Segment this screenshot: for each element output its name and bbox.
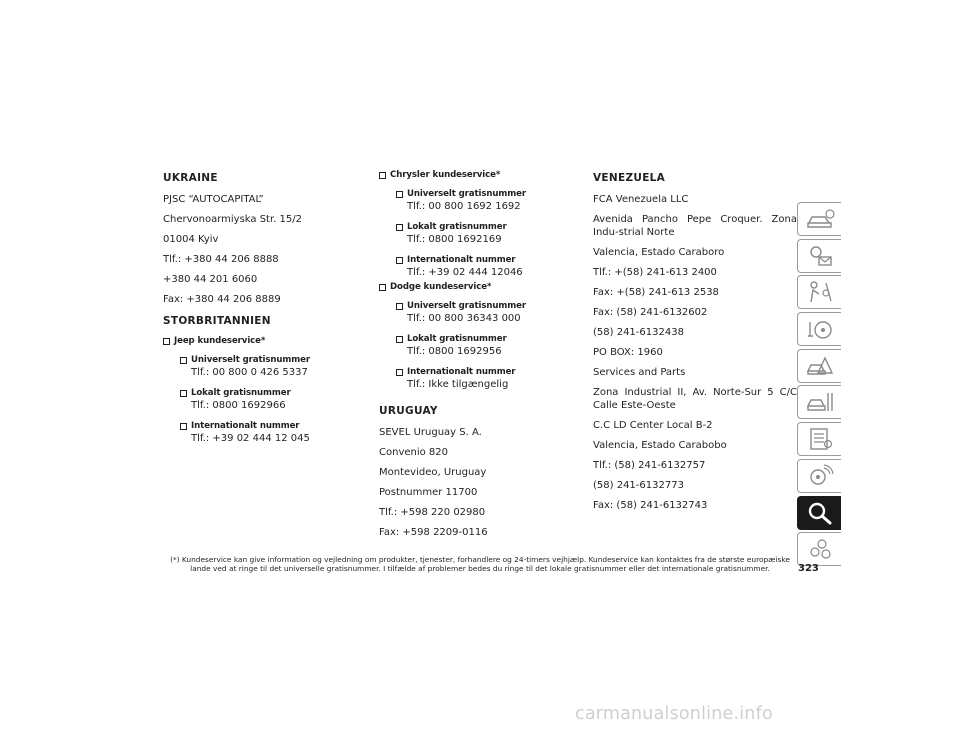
venezuela-line: (58) 241-6132773 bbox=[593, 480, 684, 491]
safety-icon bbox=[805, 279, 835, 305]
venezuela-line: Fax: (58) 241-6132743 bbox=[593, 500, 708, 511]
contact-label: Internationalt nummer bbox=[407, 367, 516, 377]
contact-item bbox=[396, 301, 554, 325]
uruguay-line: Montevideo, Uruguay bbox=[379, 467, 487, 478]
venezuela-line: Valencia, Estado Caraboro bbox=[593, 247, 725, 258]
contact-label: Internationalt nummer bbox=[191, 421, 300, 431]
venezuela-line: Tlf.: (58) 241-6132757 bbox=[593, 460, 706, 471]
contact-value: Tlf.: 00 800 36343 000 bbox=[407, 313, 521, 324]
contact-value: Tlf.: 0800 1692169 bbox=[407, 234, 502, 245]
venezuela-line: Fax: +(58) 241-613 2538 bbox=[593, 287, 719, 298]
venezuela-line: Valencia, Estado Carabobo bbox=[593, 440, 727, 451]
contact-label: Internationalt nummer bbox=[407, 255, 516, 265]
contact-item bbox=[396, 334, 554, 358]
jeep-service-title: Jeep kundeservice* bbox=[174, 336, 266, 346]
car-info-icon bbox=[805, 206, 835, 232]
dodge-service-title: Dodge kundeservice* bbox=[390, 282, 492, 292]
languages-icon bbox=[805, 536, 835, 562]
page-number: 323 bbox=[798, 563, 819, 574]
watermark: carmanualsonline.info bbox=[575, 704, 773, 724]
contact-value: Tlf.: +39 02 444 12046 bbox=[407, 267, 523, 278]
venezuela-line: C.C LD Center Local B-2 bbox=[593, 420, 713, 431]
emergency-icon bbox=[805, 353, 835, 379]
heading-ukraine: UKRAINE bbox=[163, 172, 218, 184]
heading-uruguay: URUGUAY bbox=[379, 405, 438, 417]
ukraine-line: Fax: +380 44 206 8889 bbox=[163, 294, 281, 305]
jeep-service-block bbox=[163, 336, 338, 347]
contact-value: Tlf.: Ikke tilgængelig bbox=[407, 379, 509, 390]
venezuela-line: Zona Industrial II, Av. Norte-Sur 5 C/C Calle Este-Oeste bbox=[593, 387, 797, 411]
column-middle bbox=[379, 170, 554, 546]
search-index-icon bbox=[805, 500, 835, 526]
service-icon bbox=[805, 389, 835, 415]
venezuela-line: Tlf.: +(58) 241-613 2400 bbox=[593, 267, 717, 278]
tab-service[interactable] bbox=[797, 385, 841, 419]
venezuela-line: Fax: (58) 241-6132602 bbox=[593, 307, 708, 318]
uruguay-line: Fax: +598 2209-0116 bbox=[379, 527, 488, 538]
contact-value: Tlf.: 0800 1692966 bbox=[191, 400, 286, 411]
contact-label: Lokalt gratisnummer bbox=[191, 388, 291, 398]
ukraine-line: +380 44 201 6060 bbox=[163, 274, 258, 285]
contact-item bbox=[180, 421, 338, 445]
tab-safety[interactable] bbox=[797, 275, 841, 309]
contact-label: Lokalt gratisnummer bbox=[407, 334, 507, 344]
tab-warning-lights[interactable] bbox=[797, 239, 841, 273]
technical-data-icon bbox=[805, 426, 835, 452]
driving-icon bbox=[805, 316, 835, 342]
chrysler-service-title: Chrysler kundeservice* bbox=[390, 170, 501, 180]
contact-item bbox=[396, 367, 554, 391]
venezuela-line: FCA Venezuela LLC bbox=[593, 194, 689, 205]
chrysler-service-block bbox=[379, 170, 554, 181]
ukraine-line: PJSC “AUTOCAPITAL” bbox=[163, 194, 264, 205]
column-right bbox=[593, 172, 797, 519]
uruguay-line: SEVEL Uruguay S. A. bbox=[379, 427, 482, 438]
tab-car-info[interactable] bbox=[797, 202, 841, 236]
uruguay-line: Convenio 820 bbox=[379, 447, 449, 458]
contact-item bbox=[180, 388, 338, 412]
tab-technical-data[interactable] bbox=[797, 422, 841, 456]
tab-driving[interactable] bbox=[797, 312, 841, 346]
contact-item bbox=[396, 222, 554, 246]
contact-value: Tlf.: 00 800 0 426 5337 bbox=[191, 367, 308, 378]
column-left bbox=[163, 172, 338, 454]
contact-label: Universelt gratisnummer bbox=[191, 355, 310, 365]
contact-item bbox=[396, 189, 554, 213]
venezuela-line: (58) 241-6132438 bbox=[593, 327, 684, 338]
heading-uk: STORBRITANNIEN bbox=[163, 315, 271, 327]
chapter-tabs bbox=[797, 202, 841, 569]
dodge-service-block bbox=[379, 282, 554, 293]
contact-value: Tlf.: 0800 1692956 bbox=[407, 346, 502, 357]
ukraine-line: Chervonoarmiyska Str. 15/2 bbox=[163, 214, 302, 225]
contact-value: Tlf.: 00 800 1692 1692 bbox=[407, 201, 521, 212]
venezuela-line: Services and Parts bbox=[593, 367, 686, 378]
contact-item bbox=[396, 255, 554, 279]
contact-label: Lokalt gratisnummer bbox=[407, 222, 507, 232]
contact-label: Universelt gratisnummer bbox=[407, 301, 526, 311]
footnote: (*) Kundeservice kan give information og vejledning om produkter, tjenester, forhandlere og 24-timers vejhjælp. Kundeservice kan kontaktes fra de største europæiske lande ved at ringe til det universelle gratisnummer. I tilfælde af problemer bedes du ringe til det lokale gratisnummer eller det internationale gratisnummer. bbox=[170, 555, 790, 573]
heading-venezuela: VENEZUELA bbox=[593, 172, 666, 184]
venezuela-line: Avenida Pancho Pepe Croquer. Zona Indu-strial Norte bbox=[593, 214, 797, 238]
warning-lights-icon bbox=[805, 243, 835, 269]
uruguay-line: Postnummer 11700 bbox=[379, 487, 478, 498]
multimedia-icon bbox=[805, 463, 835, 489]
tab-languages[interactable] bbox=[797, 532, 841, 566]
ukraine-line: 01004 Kyiv bbox=[163, 234, 219, 245]
contact-label: Universelt gratisnummer bbox=[407, 189, 526, 199]
tab-emergency[interactable] bbox=[797, 349, 841, 383]
ukraine-line: Tlf.: +380 44 206 8888 bbox=[163, 254, 279, 265]
uruguay-line: Tlf.: +598 220 02980 bbox=[379, 507, 486, 518]
venezuela-line: PO BOX: 1960 bbox=[593, 347, 663, 358]
contact-value: Tlf.: +39 02 444 12 045 bbox=[191, 433, 310, 444]
tab-search-index[interactable] bbox=[797, 496, 841, 530]
tab-multimedia[interactable] bbox=[797, 459, 841, 493]
contact-item bbox=[180, 355, 338, 379]
